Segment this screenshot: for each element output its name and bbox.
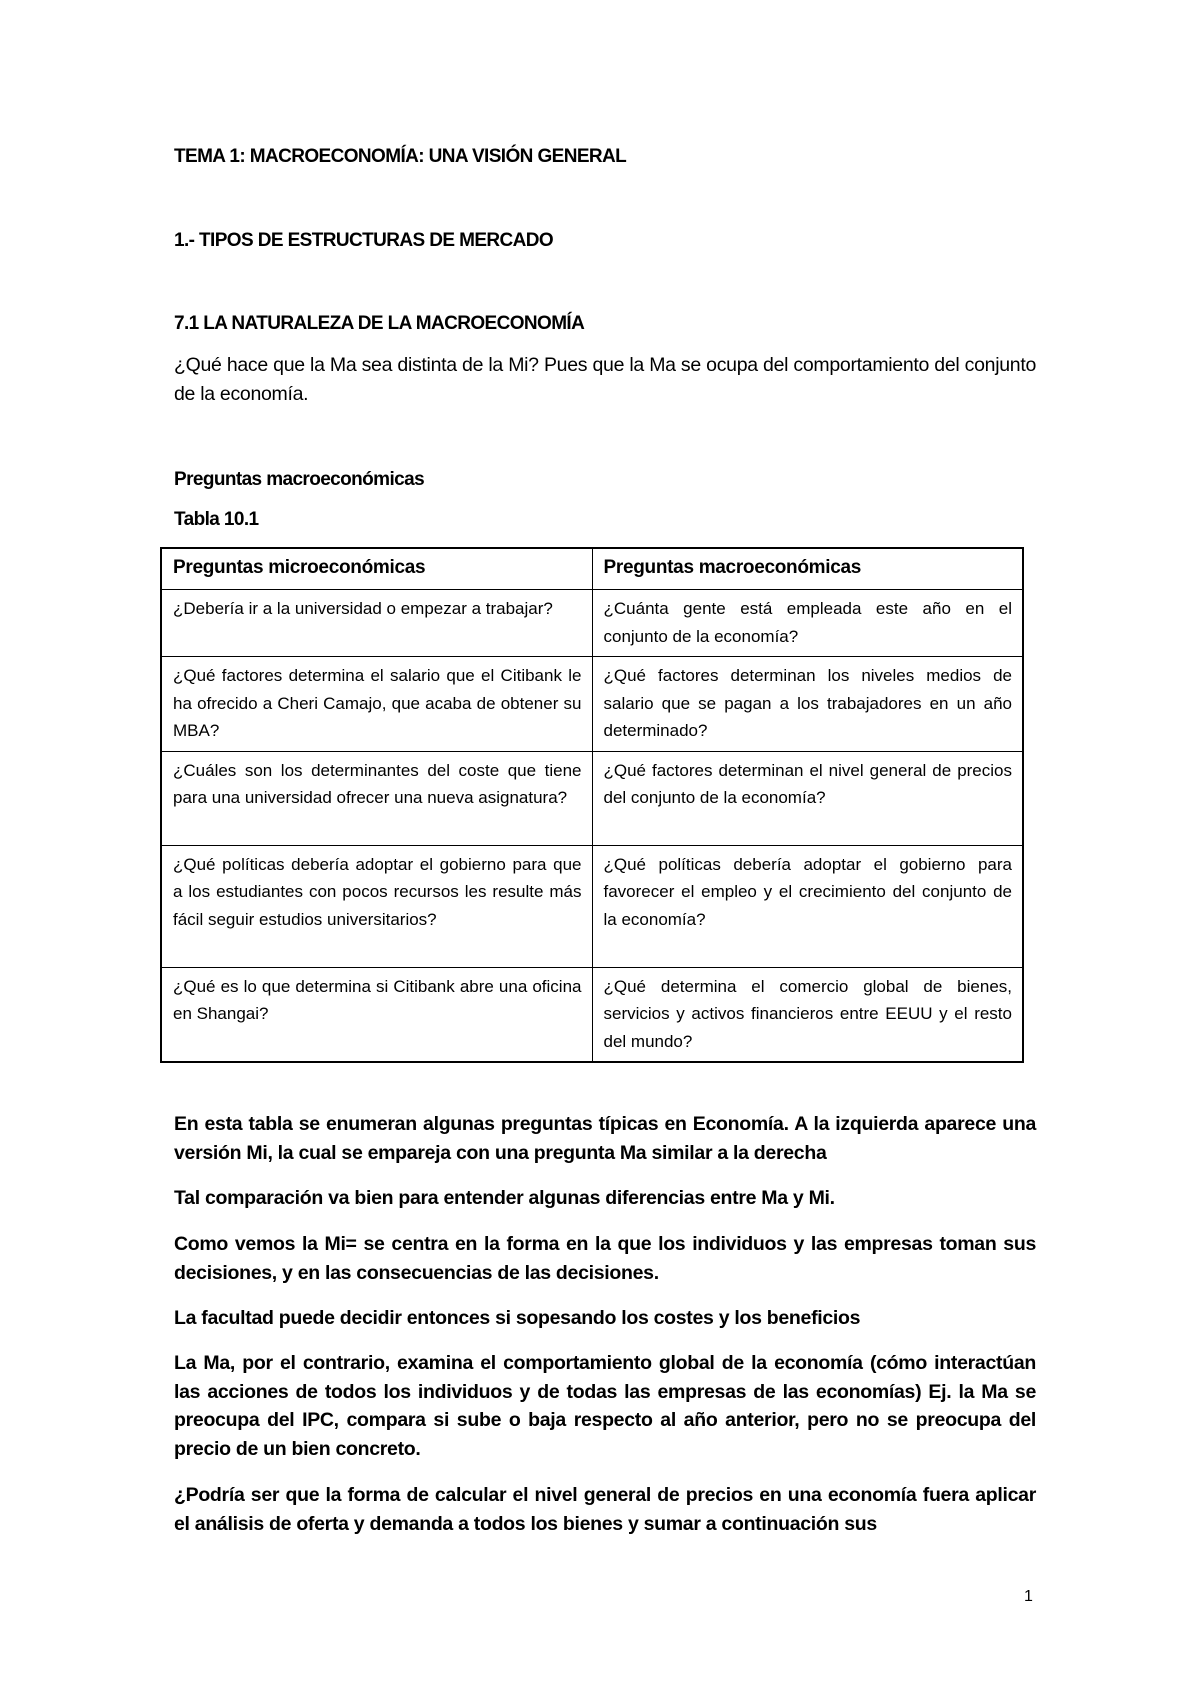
table-row	[161, 967, 1023, 1062]
table-row	[161, 845, 1023, 967]
micro-question: ¿Qué políticas debería adoptar el gobierno para que a los estudiantes con pocos recursos les resulte más fácil seguir estudios universitarios?	[161, 845, 592, 967]
table-header-row	[161, 548, 1023, 590]
body-paragraph: En esta tabla se enumeran algunas preguntas típicas en Economía. A la izquierda aparece una versión Mi, la cual se empareja con una pregunta Ma similar a la derecha	[174, 1113, 1036, 1164]
table-row	[161, 657, 1023, 752]
macro-question: ¿Qué factores determinan los niveles medios de salario que se pagan a los trabajadores en un año determinado?	[592, 657, 1023, 752]
header-macro: Preguntas macroeconómicas	[592, 548, 1023, 590]
micro-question: ¿Qué factores determina el salario que el Citibank le ha ofrecido a Cheri Camajo, que acaba de obtener su MBA?	[161, 657, 592, 752]
document-title: TEMA 1: MACROECONOMÍA: UNA VISIÓN GENERAL	[174, 146, 627, 167]
table-caption: Tabla 10.1	[174, 509, 259, 530]
page-number: 1	[1024, 1588, 1033, 1605]
macro-question: ¿Qué factores determinan el nivel general de precios del conjunto de la economía?	[592, 751, 1023, 845]
body-paragraph: Como vemos la Mi= se centra en la forma en la que los individuos y las empresas toman sus decisiones, y en las consecuencias de las decisiones.	[174, 1233, 1036, 1284]
questions-table	[160, 547, 1024, 1063]
section-heading: 1.- TIPOS DE ESTRUCTURAS DE MERCADO	[174, 230, 554, 251]
macro-question: ¿Cuánta gente está empleada este año en el conjunto de la economía?	[592, 590, 1023, 657]
body-paragraph: La facultad puede decidir entonces si sopesando los costes y los beneficios	[174, 1307, 861, 1329]
table-row	[161, 751, 1023, 845]
micro-question: ¿Debería ir a la universidad o empezar a trabajar?	[161, 590, 592, 657]
questions-heading: Preguntas macroeconómicas	[174, 469, 425, 490]
macro-question: ¿Qué políticas debería adoptar el gobierno para favorecer el empleo y el crecimiento del conjunto de la economía?	[592, 845, 1023, 967]
body-paragraph: Tal comparación va bien para entender algunas diferencias entre Ma y Mi.	[174, 1187, 835, 1209]
macro-question: ¿Qué determina el comercio global de bienes, servicios y activos financieros entre EEUU y el resto del mundo?	[592, 967, 1023, 1062]
subsection-heading: 7.1 LA NATURALEZA DE LA MACROECONOMÍA	[174, 313, 585, 334]
intro-paragraph: ¿Qué hace que la Ma sea distinta de la Mi? Pues que la Ma se ocupa del comportamiento del conjunto de la economía.	[174, 354, 1036, 405]
table-row	[161, 590, 1023, 657]
micro-question: ¿Qué es lo que determina si Citibank abre una oficina en Shangai?	[161, 967, 592, 1062]
body-paragraph: La Ma, por el contrario, examina el comportamiento global de la economía (cómo interactúan las acciones de todos los individuos y de todas las empresas de las economías) Ej. la Ma se preocupa del IPC, compara si sube o baja respecto al año anterior, pero no se preocupa del precio de un bien concreto.	[174, 1352, 1036, 1460]
body-paragraph: ¿Podría ser que la forma de calcular el nivel general de precios en una economía fuera aplicar el análisis de oferta y demanda a todos los bienes y sumar a continuación sus	[174, 1484, 1036, 1535]
micro-question: ¿Cuáles son los determinantes del coste que tiene para una universidad ofrecer una nueva asignatura?	[161, 751, 592, 845]
header-micro: Preguntas microeconómicas	[161, 548, 592, 590]
